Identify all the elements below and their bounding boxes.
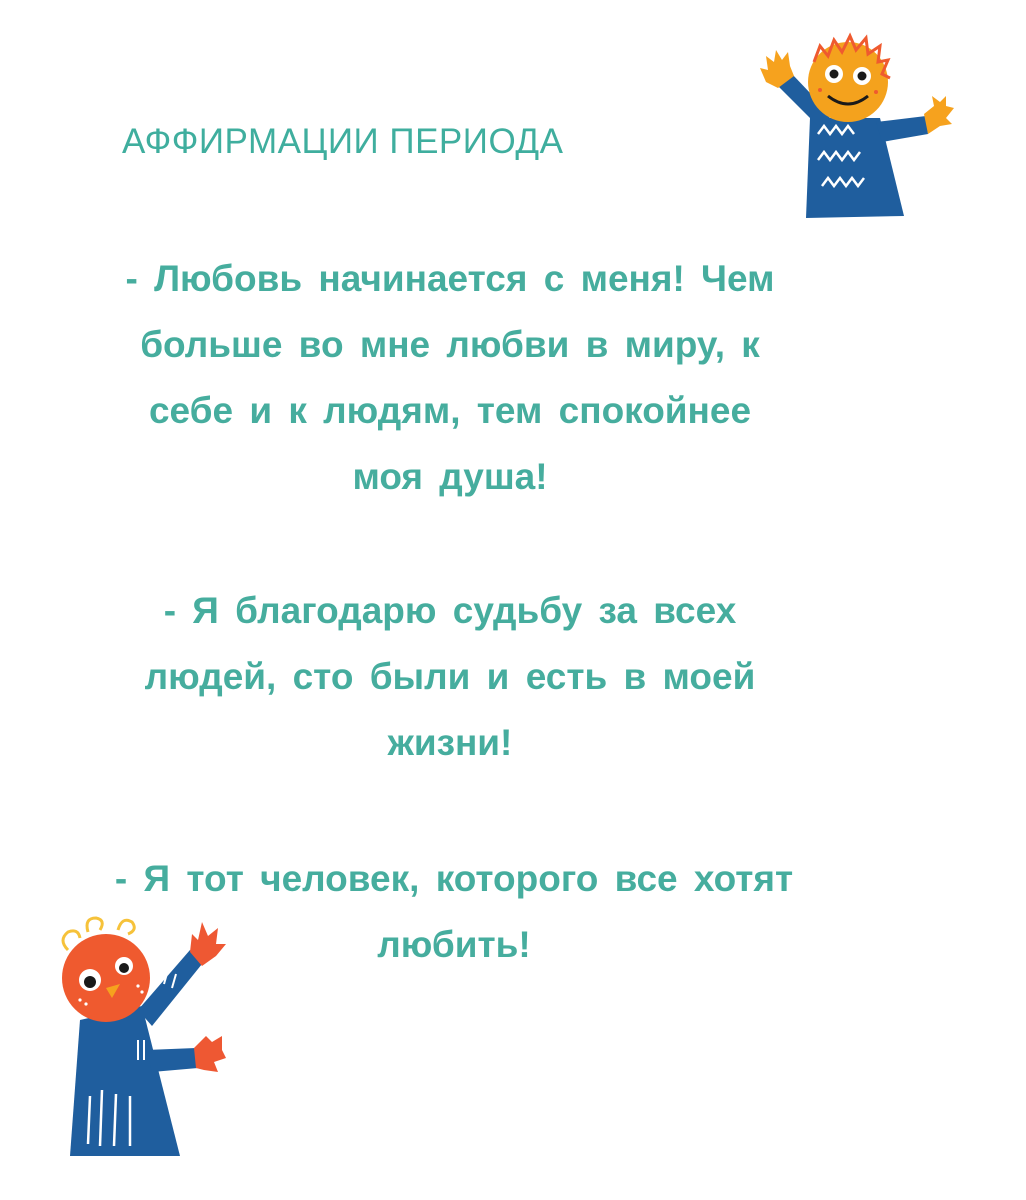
waving-doll-orange-icon (748, 26, 958, 222)
waving-doll-red-icon (40, 910, 240, 1160)
affirmation-3: - Я тот человек, которого все хотят любить! (114, 858, 794, 965)
affirmation-1: - Любовь начинается с меня! Чем больше во мне любви в миру, к себе и к людям, тем спокойнее моя душа! (125, 258, 775, 497)
page-title: АФФИРМАЦИИ ПЕРИОДА (122, 122, 564, 161)
affirmation-2: - Я благодарю судьбу за всех людей, сто были и есть в моей жизни! (144, 590, 756, 763)
